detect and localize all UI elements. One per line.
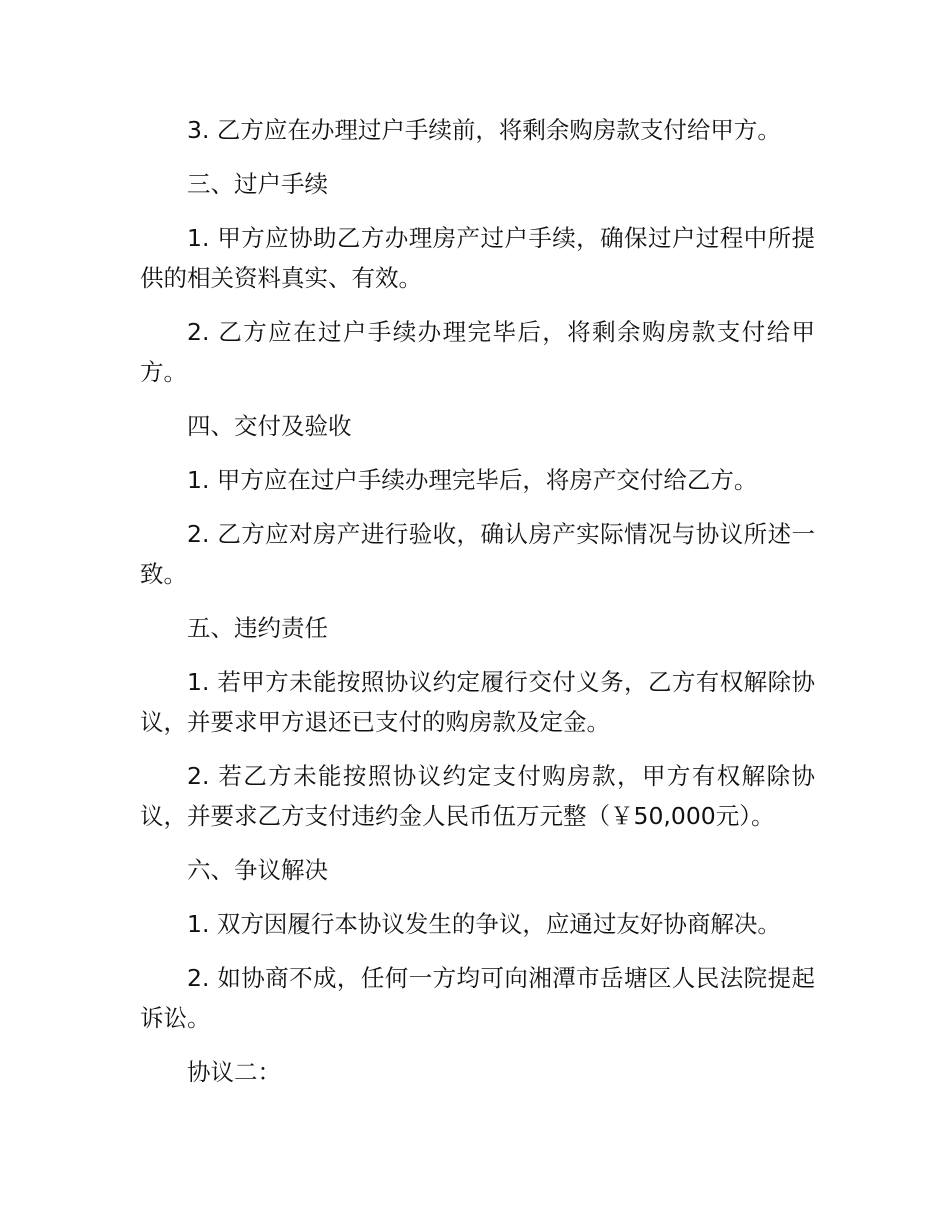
agreement-two-title: 协议二： — [187, 1058, 281, 1086]
section-heading-transfer: 三、过户手续 — [187, 170, 328, 198]
section-heading-delivery: 四、交付及验收 — [187, 412, 352, 440]
clause-3-1: 1. 甲方应协助乙方办理房产过户手续，确保过户过程中所提供的相关资料真实、有效。 — [140, 224, 815, 292]
clause-4-2: 2. 乙方应对房产进行验收，确认房产实际情况与协议所述一致。 — [140, 520, 815, 588]
section-heading-liability: 五、违约责任 — [187, 614, 328, 642]
clause-6-1: 1. 双方因履行本协议发生的争议，应通过友好协商解决。 — [187, 910, 781, 938]
clause-4-1: 1. 甲方应在过户手续办理完毕后，将房产交付给乙方。 — [187, 466, 758, 494]
clause-2-3: 3. 乙方应在办理过户手续前，将剩余购房款支付给甲方。 — [187, 116, 781, 144]
clause-5-2: 2. 若乙方未能按照协议约定支付购房款，甲方有权解除协议，并要求乙方支付违约金人民币伍万元整（￥50,000元）。 — [140, 762, 815, 830]
section-heading-dispute: 六、争议解决 — [187, 856, 328, 884]
clause-5-1: 1. 若甲方未能按照协议约定履行交付义务，乙方有权解除协议，并要求甲方退还已支付的购房款及定金。 — [140, 668, 815, 736]
clause-3-2: 2. 乙方应在过户手续办理完毕后，将剩余购房款支付给甲方。 — [140, 318, 815, 386]
document-body — [140, 110, 815, 1106]
clause-6-2: 2. 如协商不成，任何一方均可向湘潭市岳塘区人民法院提起诉讼。 — [140, 964, 815, 1032]
